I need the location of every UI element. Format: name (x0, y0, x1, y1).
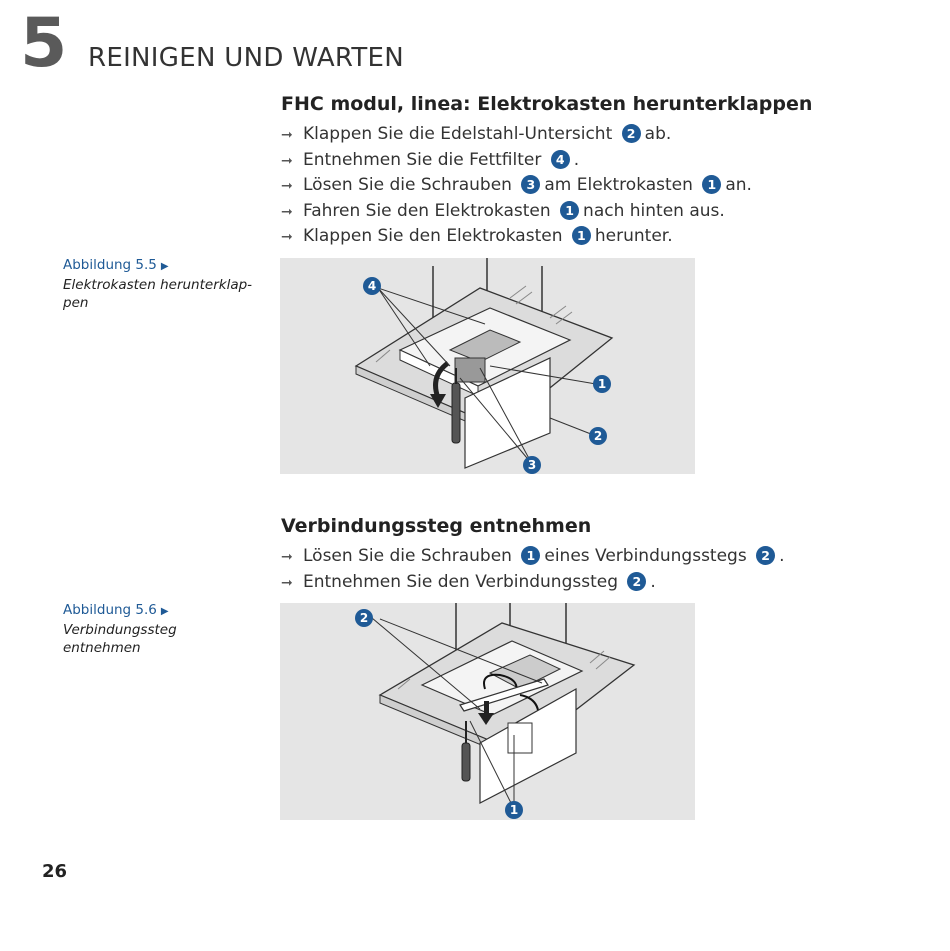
hood-connecting-bar-illustration (280, 603, 695, 820)
svg-text:2: 2 (593, 429, 603, 443)
callout-2 (355, 609, 373, 627)
callout-4 (363, 277, 381, 295)
callout-1 (593, 375, 611, 393)
step-item: ➞ Lösen Sie die Schrauben 3 am Elektrokasten 1 an. (281, 173, 752, 199)
callout-number-badge: 2 (627, 572, 646, 591)
figure-caption-5-5 (63, 256, 253, 312)
svg-text:1: 1 (509, 803, 519, 817)
callout-number-badge: 2 (756, 546, 775, 565)
steps-list-1 (281, 122, 752, 250)
callout-3 (523, 456, 541, 474)
figure-label: Abbildung 5.6 (63, 602, 157, 618)
arrow-right-icon: ➞ (281, 229, 293, 245)
callout-1 (505, 801, 523, 819)
triangle-right-icon: ▶ (160, 606, 169, 617)
step-item: ➞ Klappen Sie den Elektrokasten 1 herunter. (281, 224, 752, 250)
callout-number-badge: 2 (622, 124, 641, 143)
steps-list-2 (281, 544, 785, 595)
callout-number-badge: 4 (551, 150, 570, 169)
arrow-right-icon: ➞ (281, 127, 293, 143)
callout-number-badge: 1 (560, 201, 579, 220)
step-item: ➞ Klappen Sie die Edelstahl-Untersicht 2 ab. (281, 122, 752, 148)
hood-electrobox-illustration (280, 258, 695, 474)
chapter-title: REINIGEN UND WARTEN (88, 43, 405, 73)
svg-text:1: 1 (597, 377, 607, 391)
svg-text:3: 3 (527, 458, 537, 472)
step-item: ➞ Fahren Sie den Elektrokasten 1 nach hinten aus. (281, 199, 752, 225)
chapter-number: 5 (20, 4, 68, 83)
figure-5-5-illustration (280, 258, 695, 474)
triangle-right-icon: ▶ (160, 261, 169, 272)
callout-number-badge: 3 (521, 175, 540, 194)
step-item: ➞ Entnehmen Sie die Fettfilter 4 . (281, 148, 752, 174)
figure-caption-text: Elektrokasten herunterklap- pen (63, 277, 253, 311)
step-item: ➞ Lösen Sie die Schrauben 1 eines Verbindungsstegs 2 . (281, 544, 785, 570)
arrow-right-icon: ➞ (281, 152, 293, 169)
figure-caption-text: Verbindungssteg entnehmen (63, 622, 177, 656)
arrow-right-icon: ➞ (281, 549, 293, 565)
page-number: 26 (42, 861, 68, 882)
figure-caption-5-6 (63, 601, 253, 657)
section-title-verbindungssteg: Verbindungssteg entnehmen (281, 515, 592, 537)
arrow-right-icon: ➞ (281, 203, 293, 220)
step-item: ➞ Entnehmen Sie den Verbindungssteg 2 . (281, 570, 785, 596)
figure-label: Abbildung 5.5 (63, 257, 157, 273)
arrow-right-icon: ➞ (281, 574, 293, 591)
callout-number-badge: 1 (572, 226, 591, 245)
svg-text:4: 4 (367, 279, 377, 293)
arrow-right-icon: ➞ (281, 178, 293, 194)
callout-number-badge: 1 (702, 175, 721, 194)
callout-2 (589, 427, 607, 445)
callout-number-badge: 1 (521, 546, 540, 565)
svg-text:2: 2 (359, 611, 369, 625)
section-title-elektrokasten: FHC modul, linea: Elektrokasten herunterklappen (281, 93, 813, 115)
figure-5-6-illustration (280, 603, 695, 820)
